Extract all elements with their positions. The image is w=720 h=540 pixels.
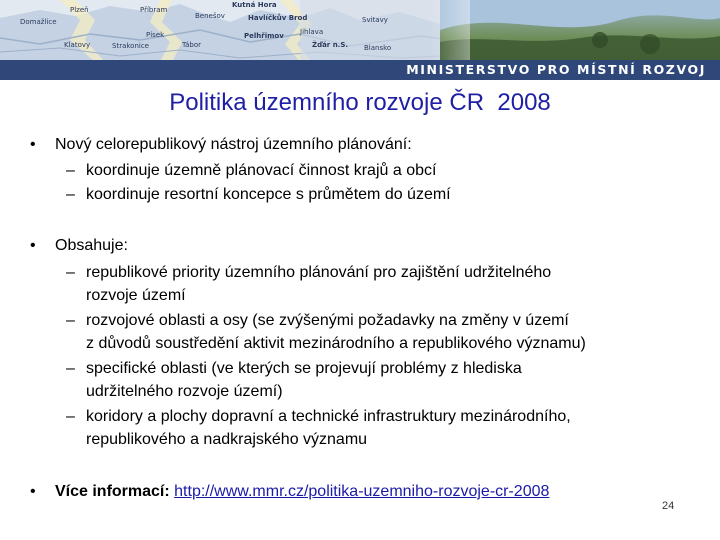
- more-info-line: [55, 483, 549, 501]
- map-label-havlickuv-brod: Havlíčkův Brod: [248, 14, 308, 22]
- region-map-graphic: [0, 0, 720, 62]
- sub-item-line: rozvojové oblasti a osy (se zvýšenými požadavky na změny v území: [86, 312, 569, 329]
- map-label-kutna-hora: Kutná Hora: [232, 1, 277, 9]
- dash-glyph: –: [66, 186, 75, 203]
- more-info-link[interactable]: http://www.mmr.cz/politika-uzemniho-rozvoje-cr-2008: [174, 483, 550, 500]
- map-label-jihlava: Jihlava: [300, 28, 324, 36]
- map-label-pribram: Příbram: [140, 6, 168, 14]
- dash-glyph: –: [66, 312, 75, 329]
- bullet-glyph: •: [30, 483, 36, 500]
- map-label-pisek: Písek: [146, 31, 165, 39]
- map-label-plzen: Plzeň: [70, 6, 89, 14]
- map-label-tabor: Tábor: [182, 41, 202, 49]
- map-label-benesov: Benešov: [195, 12, 225, 20]
- sub-item-line: koordinuje územně plánovací činnost krajů a obcí: [86, 162, 437, 179]
- sub-item-line: koridory a plochy dopravní a technické infrastruktury mezinárodního,: [86, 408, 571, 425]
- bullet-glyph: •: [30, 136, 36, 153]
- dash-glyph: –: [66, 360, 75, 377]
- dash-glyph: –: [66, 162, 75, 179]
- sub-item-line: republikové priority územního plánování pro zajištění udržitelného: [86, 264, 552, 281]
- sub-item-line: republikového a nadkrajského významu: [86, 431, 368, 448]
- map-label-zdar: Žďár n.S.: [312, 41, 349, 49]
- dash-glyph: –: [66, 408, 75, 425]
- map-label-pelhrimov: Pelhřimov: [244, 32, 284, 40]
- page-number: 24: [662, 500, 675, 512]
- header-banner: [0, 0, 720, 80]
- sub-item-line: z důvodů soustředění aktivit mezinárodního a republikového významu): [86, 335, 586, 352]
- bullet-glyph: •: [30, 237, 36, 254]
- sub-item-line: specifické oblasti (ve kterých se projevují problémy z hlediska: [86, 360, 522, 377]
- slide-title: Politika územního rozvoje ČR 2008: [169, 89, 551, 116]
- ministry-name: MINISTERSTVO PRO MÍSTNÍ ROZVOJ: [406, 62, 706, 77]
- map-label-blansko: Blansko: [364, 44, 392, 52]
- more-info-label: Více informací:: [55, 483, 175, 500]
- map-label-klatovy: Klatovy: [64, 41, 91, 49]
- sub-item-line: koordinuje resortní koncepce s průmětem do území: [86, 186, 451, 203]
- ministry-bar: [0, 60, 720, 80]
- dash-glyph: –: [66, 264, 75, 281]
- map-label-domazlice: Domažlice: [20, 18, 57, 26]
- map-label-svitavy: Svitavy: [362, 16, 388, 24]
- bullet-label: Nový celorepublikový nástroj územního plánování:: [55, 136, 412, 153]
- sub-item-line: udržitelného rozvoje území): [86, 383, 283, 400]
- bullet-label: Obsahuje:: [55, 237, 128, 254]
- map-label-strakonice: Strakonice: [112, 42, 149, 50]
- sub-item-line: rozvoje území: [86, 287, 186, 304]
